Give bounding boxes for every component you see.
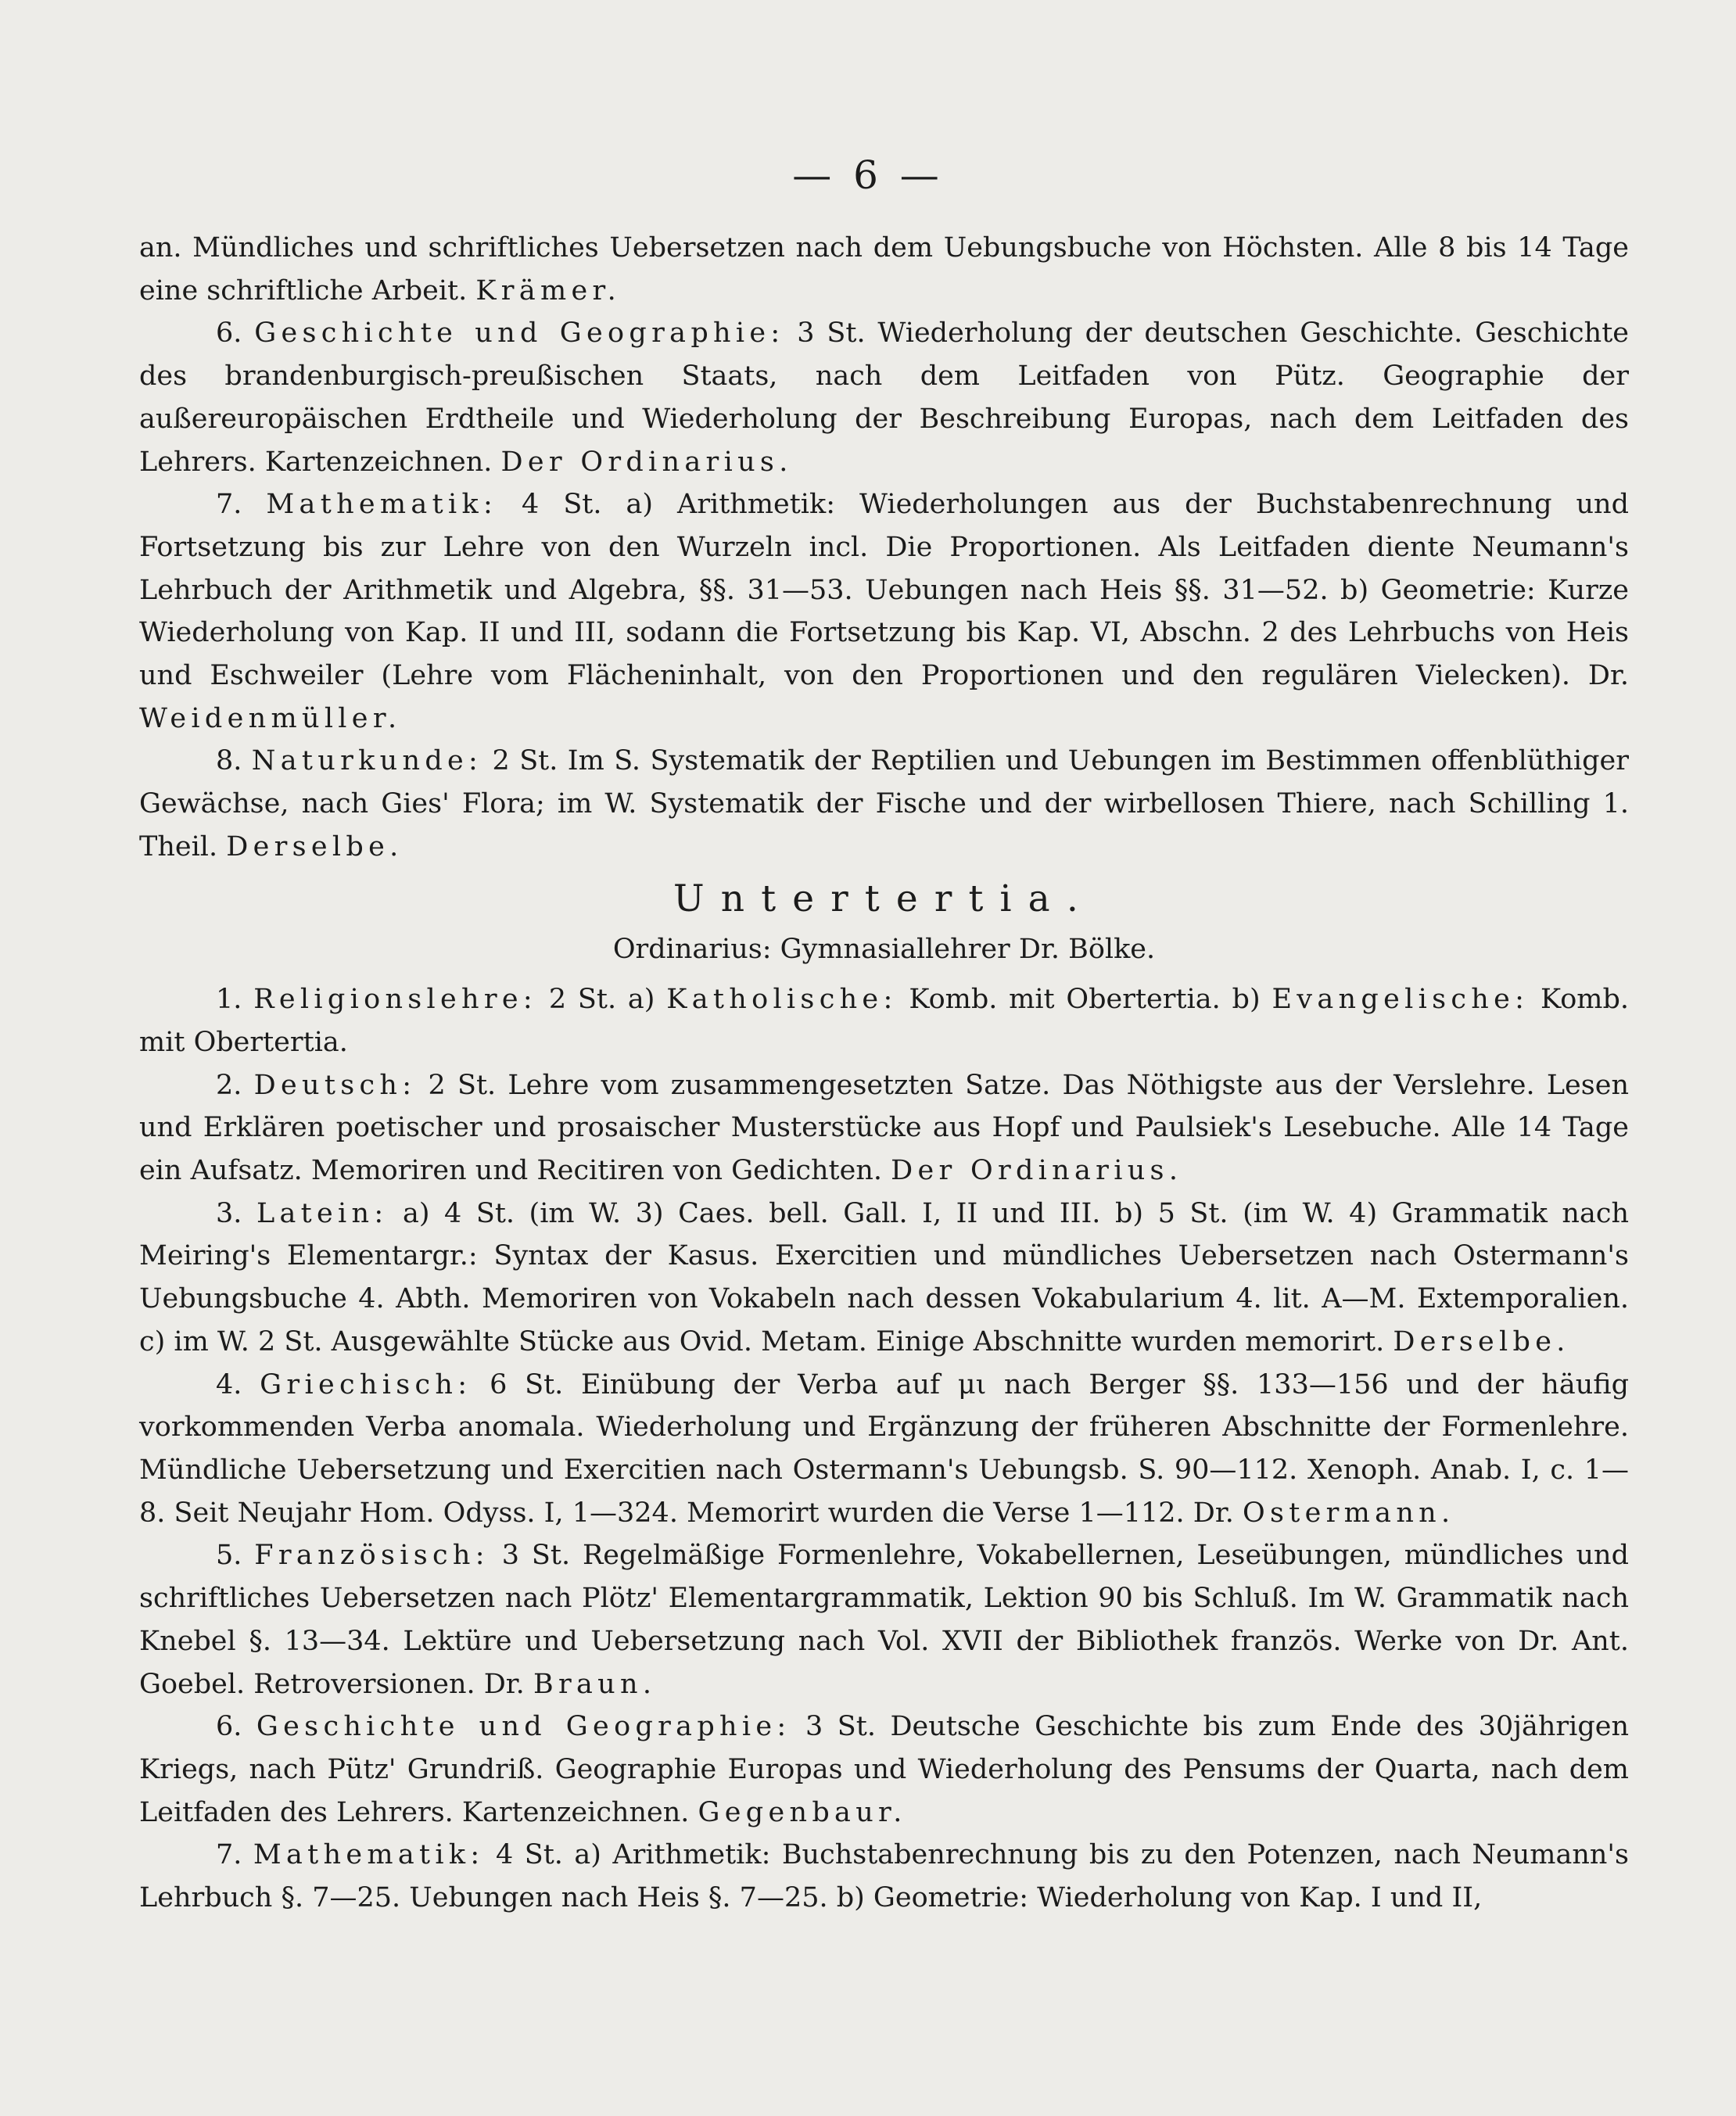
paragraph bbox=[139, 978, 1629, 1063]
spaced-term: Krämer. bbox=[475, 274, 622, 307]
spaced-term: Braun. bbox=[533, 1668, 657, 1700]
text-run: 6. bbox=[216, 1711, 256, 1743]
text-run: 3 St. Wiederholung der deutschen Geschichte. Geschichte des brandenburgisch-preußischen Staats, nach dem Leitfaden von Pütz. Geographie der außereuropäischen Erdtheile und Wiederholung der Beschreibung Europas, nach dem Leitfaden des Lehrers. Kartenzeichnen. bbox=[139, 317, 1629, 478]
spaced-term: Gegenbaur. bbox=[698, 1796, 907, 1828]
spaced-term: Derselbe. bbox=[1393, 1325, 1570, 1357]
text-run: 2 St. Lehre vom zusammengesetzten Satze. Das Nöthigste aus der Verslehre. Lesen und Erklären poetischer und prosaischer Musterstücke aus Hopf und Paulsiek's Lesebuche. Alle 14 Tage ein Aufsatz. Memoriren und Recitiren von Gedichten. bbox=[139, 1069, 1629, 1187]
spaced-term: Griechisch: bbox=[260, 1368, 472, 1401]
spaced-term: Weidenmüller. bbox=[139, 702, 402, 734]
text-run: 4 St. a) Arithmetik: Buchstabenrechnung bis zu den Potenzen, nach Neumann's Lehrbuch §. 7—25. Uebungen nach Heis §. 7—25. b) Geometrie: Wiederholung von Kap. I und II, bbox=[139, 1839, 1629, 1914]
paragraph bbox=[139, 1064, 1629, 1192]
spaced-term: Mathematik: bbox=[253, 1839, 485, 1871]
paragraph bbox=[139, 312, 1629, 483]
paragraph bbox=[139, 227, 1629, 312]
spaced-term: Deutsch: bbox=[253, 1069, 417, 1101]
paragraphs-before bbox=[139, 227, 1629, 869]
text-run: 3. bbox=[216, 1197, 256, 1229]
spaced-term: Mathematik: bbox=[266, 489, 498, 521]
paragraph bbox=[139, 1834, 1629, 1919]
spaced-term: Katholische: bbox=[666, 984, 898, 1016]
paragraph bbox=[139, 740, 1629, 868]
text-run: a) 4 St. (im W. 3) Caes. bell. Gall. I, II und III. b) 5 St. (im W. 4) Grammatik nach Meiring's Elementargr.: Syntax der Kasus. Exercitien und mündliches Uebersetzen nach Ostermann's Uebungsbuche 4. Abth. Memoriren von Vokabeln nach dessen Vokabularium 4. lit. A—M. Extemporalien. c) im W. 2 St. Ausgewählte Stücke aus Ovid. Metam. Einige Abschnitte wurden memorirt. bbox=[139, 1197, 1629, 1357]
spaced-term: Der Ordinarius. bbox=[891, 1155, 1183, 1187]
spaced-term: Evangelische: bbox=[1272, 984, 1530, 1016]
spaced-term: Geschichte und Geographie: bbox=[254, 317, 785, 350]
page-number: — 6 — bbox=[792, 152, 944, 198]
ordinarius-line: Ordinarius: Gymnasiallehrer Dr. Bölke. bbox=[612, 933, 1156, 965]
text-run: 7. bbox=[216, 489, 267, 521]
spaced-term: Französisch: bbox=[254, 1540, 490, 1572]
text-run: 2. bbox=[216, 1069, 254, 1101]
paragraph bbox=[139, 1534, 1629, 1705]
text-run: 6 St. Einübung der Verba auf μι nach Berger §§. 133—156 und der häufig vorkommenden Verba anomala. Wiederholung und Ergänzung der früheren Abschnitte der Formenlehre. Mündliche Uebersetzung und Exercitien nach Ostermann's Uebungsb. S. 90—112. Xenoph. Anab. I, c. 1—8. Seit Neujahr Hom. Odyss. I, 1—324. Memorirt wurden die Verse 1—112. Dr. bbox=[139, 1368, 1629, 1529]
paragraph bbox=[139, 1364, 1629, 1535]
text-run: 7. bbox=[216, 1839, 253, 1871]
spaced-term: Geschichte und Geographie: bbox=[256, 1711, 791, 1743]
text-run: 4. bbox=[216, 1368, 260, 1401]
text-run: Komb. mit Obertertia. b) bbox=[897, 984, 1272, 1016]
paragraphs-after bbox=[139, 978, 1629, 1919]
text-run: 3 St. Regelmäßige Formenlehre, Vokabellernen, Leseübungen, mündliches und schriftliches Uebersetzen nach Plötz' Elementargrammatik, Lektion 90 bis Schluß. Im W. Grammatik nach Knebel §. 13—34. Lektüre und Uebersetzung nach Vol. XVII der Bibliothek französ. Werke von Dr. Ant. Goebel. Retroversionen. Dr. bbox=[139, 1540, 1629, 1700]
text-run: 8. bbox=[216, 745, 252, 777]
text-run: an. Mündliches und schriftliches Uebersetzen nach dem Uebungsbuche von Höchsten. Alle 8 bis 14 Tage eine schriftliche Arbeit. bbox=[139, 232, 1629, 307]
spaced-term: Derselbe. bbox=[226, 830, 404, 863]
body-text bbox=[139, 227, 1629, 1920]
paragraph bbox=[139, 483, 1629, 740]
spaced-term: Latein: bbox=[256, 1197, 389, 1229]
section-heading: Untertertia. bbox=[673, 877, 1095, 920]
text-run: 6. bbox=[216, 317, 255, 350]
text-run: 3 St. Deutsche Geschichte bis zum Ende des 30jährigen Kriegs, nach Pütz' Grundriß. Geographie Europas und Wiederholung des Pensums der Quarta, nach dem Leitfaden des Lehrers. Kartenzeichnen. bbox=[139, 1711, 1629, 1828]
spaced-term: Ostermann. bbox=[1243, 1497, 1455, 1529]
text-run: 2 St. a) bbox=[537, 984, 667, 1016]
spaced-term: Religionslehre: bbox=[253, 984, 538, 1016]
text-run: 5. bbox=[216, 1540, 255, 1572]
text-run: 4 St. a) Arithmetik: Wiederholungen aus der Buchstabenrechnung und Fortsetzung bis zur Lehre von den Wurzeln incl. Die Proportionen. Als Leitfaden diente Neumann's Lehrbuch der Arithmetik und Algebra, §§. 31—53. Uebungen nach Heis §§. 31—52. b) Geometrie: Kurze Wiederholung von Kap. II und III, sodann die Fortsetzung bis Kap. VI, Abschn. 2 des Lehrbuchs von Heis und Eschweiler (Lehre vom Flächeninhalt, von den Proportionen und den regulären Vielecken). Dr. bbox=[139, 489, 1629, 692]
spaced-term: Naturkunde: bbox=[251, 745, 483, 777]
paragraph bbox=[139, 1192, 1629, 1364]
text-run: 2 St. Im S. Systematik der Reptilien und Uebungen im Bestimmen offenblüthiger Gewächse, nach Gies' Flora; im W. Systematik der Fische und der wirbellosen Thiere, nach Schilling 1. Theil. bbox=[139, 745, 1629, 863]
spaced-term: Der Ordinarius. bbox=[500, 446, 793, 478]
text-run: Komb. mit Obertertia. bbox=[139, 984, 1629, 1058]
paragraph bbox=[139, 1705, 1629, 1834]
text-run: 1. bbox=[216, 984, 254, 1016]
